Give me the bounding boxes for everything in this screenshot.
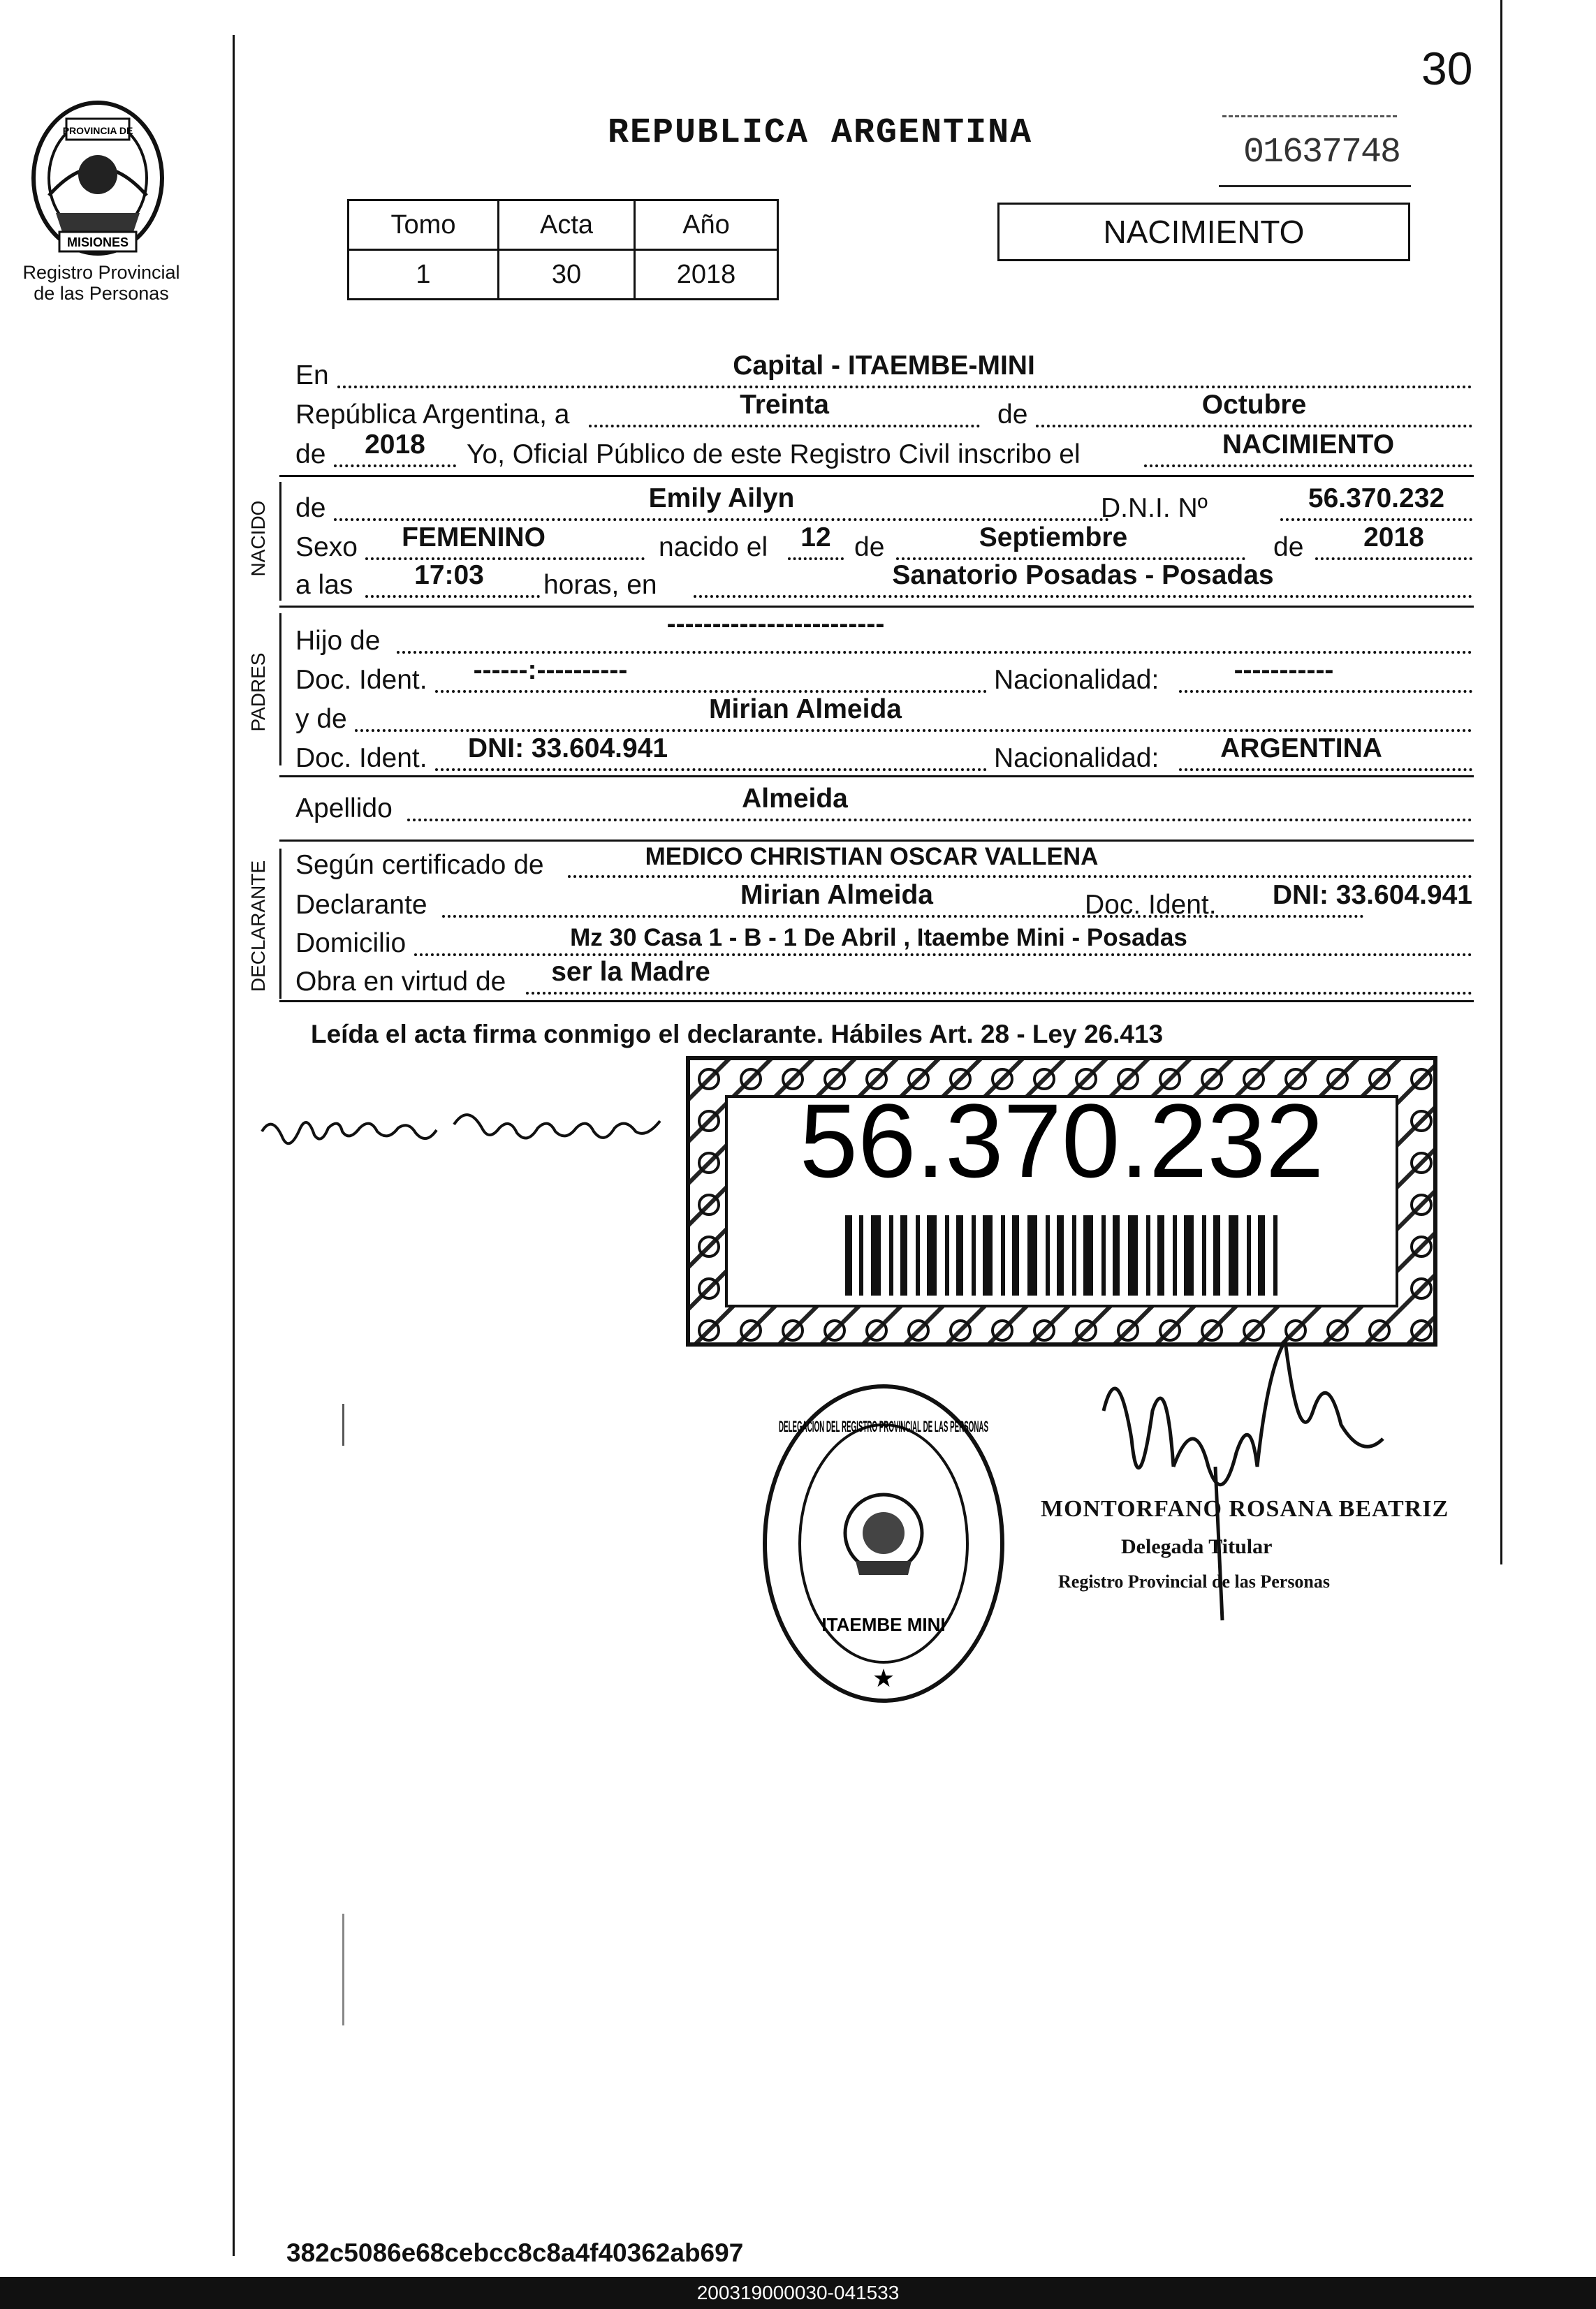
mother-name-value: Mirian Almeida xyxy=(709,694,902,724)
mother-nac-label: Nacionalidad: xyxy=(994,743,1159,773)
row-apellido xyxy=(295,784,1472,828)
row-year xyxy=(295,430,1472,474)
place-value: Capital - ITAEMBE-MINI xyxy=(733,351,1035,381)
right-margin-line xyxy=(1500,0,1502,1564)
domicilio-value: Mz 30 Casa 1 - B - 1 De Abril , Itaembe Mini - Posadas xyxy=(570,924,1187,951)
declarante-doc-value: DNI: 33.604.941 xyxy=(1272,880,1472,910)
father-doc-label: Doc. Ident. xyxy=(295,665,427,695)
org-name xyxy=(0,262,203,304)
left-tick-marks xyxy=(342,1404,344,1446)
birth-year-value: 2018 xyxy=(1363,522,1424,552)
row-domicilio xyxy=(295,925,1472,963)
declarante-value: Mirian Almeida xyxy=(740,880,933,910)
dni-label: D.N.I. Nº xyxy=(1101,493,1208,523)
nacido-de-label: de xyxy=(295,493,326,523)
left-margin-line xyxy=(233,35,235,2256)
closing-text: Leída el acta firma conmigo el declarante. Hábiles Art. 28 - Ley 26.413 xyxy=(311,1020,1164,1048)
child-dni-value: 56.370.232 xyxy=(1308,483,1445,513)
declarante-label: Declarante xyxy=(295,890,427,920)
mother-doc-value: DNI: 33.604.941 xyxy=(467,733,668,763)
birth-place-value: Sanatorio Posadas - Posadas xyxy=(892,560,1274,590)
padres-section-label: PADRES xyxy=(247,652,269,732)
obra-value: ser la Madre xyxy=(551,957,710,987)
book-header-acta: Acta xyxy=(499,200,635,250)
child-name-value: Emily Ailyn xyxy=(648,483,795,513)
page-title: REPUBLICA ARGENTINA xyxy=(608,113,1033,153)
book-header-anio: Año xyxy=(635,200,778,250)
document-hash: 382c5086e68cebcc8c8a4f40362ab697 xyxy=(286,2238,744,2267)
father-nac-label: Nacionalidad: xyxy=(994,665,1159,695)
hijo-de-label: Hijo de xyxy=(295,626,381,656)
de2-label: de xyxy=(295,439,326,469)
official-role: Delegada Titular xyxy=(1121,1535,1273,1558)
mother-doc-label: Doc. Ident. xyxy=(295,743,427,773)
page-number: 30 xyxy=(1421,43,1473,94)
row-declarante xyxy=(295,880,1472,925)
de-label: de xyxy=(997,400,1028,430)
row-republica xyxy=(295,390,1472,434)
left-tick-marks-2 xyxy=(342,1914,344,2025)
obra-label: Obra en virtud de xyxy=(295,967,506,997)
book-value-anio: 2018 xyxy=(635,250,778,300)
certificado-value: MEDICO CHRISTIAN OSCAR VALLENA xyxy=(645,843,1099,870)
footer-bar xyxy=(0,2277,1596,2309)
birth-time-value: 17:03 xyxy=(414,560,484,590)
seal-bottom-text: MISIONES xyxy=(66,235,129,249)
event-value: NACIMIENTO xyxy=(1222,430,1395,460)
provincial-seal xyxy=(28,98,168,258)
seal-ring-text: DELEGACION DEL REGISTRO PROVINCIAL DE LAS PERSONAS xyxy=(779,1418,988,1435)
delegation-seal xyxy=(758,1379,1009,1708)
father-doc-value: ------:---------- xyxy=(473,655,628,685)
apellido-label: Apellido xyxy=(295,793,393,823)
row-nacido-hora xyxy=(295,560,1472,605)
nacido-section-label: NACIDO xyxy=(247,500,269,577)
record-type-box xyxy=(997,203,1410,261)
father-nac-value: ----------- xyxy=(1233,655,1334,685)
father-value: ------------------------ xyxy=(666,609,885,639)
a-las-label: a las xyxy=(295,570,353,600)
seal-inner-text: ITAEMBE MINI xyxy=(821,1614,946,1635)
book-header-tomo: Tomo xyxy=(349,200,499,250)
official-name: MONTORFANO ROSANA BEATRIZ xyxy=(1041,1496,1449,1522)
apellido-value: Almeida xyxy=(742,784,848,814)
republica-label: República Argentina, a xyxy=(295,400,570,430)
footer-code: 200319000030-041533 xyxy=(696,2282,900,2303)
star-icon: ★ xyxy=(872,1664,895,1692)
book-table-value-row xyxy=(349,250,778,300)
declarante-doc-label: Doc. Ident. xyxy=(1085,890,1217,920)
day-words-value: Treinta xyxy=(740,390,829,420)
seal-top-text: PROVINCIA DE xyxy=(62,125,133,136)
dni-stamp xyxy=(688,1058,1435,1344)
yo-label: Yo, Oficial Público de este Registro Civil inscribo el xyxy=(467,439,1081,469)
row-segun xyxy=(295,843,1472,885)
row-mother-doc xyxy=(295,733,1472,778)
nacido-de2-label: de xyxy=(854,532,885,562)
mother-nac-value: ARGENTINA xyxy=(1220,733,1382,763)
nacido-de3-label: de xyxy=(1273,532,1304,562)
domicilio-label: Domicilio xyxy=(295,928,407,958)
row-obra xyxy=(295,957,1472,1002)
en-label: En xyxy=(295,360,329,390)
month-value: Octubre xyxy=(1201,390,1307,420)
book-value-acta: 30 xyxy=(499,250,635,300)
declarant-signature xyxy=(258,1090,678,1166)
horas-label: horas, en xyxy=(543,570,657,600)
birth-day-value: 12 xyxy=(800,522,831,552)
official-org: Registro Provincial de las Personas xyxy=(1058,1571,1331,1592)
record-type: NACIMIENTO xyxy=(1103,214,1305,250)
segun-label: Según certificado de xyxy=(295,850,544,880)
birth-month-value: Septiembre xyxy=(979,522,1128,552)
year-value: 2018 xyxy=(365,430,425,460)
book-table-header-row xyxy=(349,200,778,250)
serial-number: 01637748 xyxy=(1243,133,1400,173)
stamp-number: 56.370.232 xyxy=(799,1082,1324,1199)
org-name-line2: de las Personas xyxy=(34,283,169,304)
org-name-line1: Registro Provincial xyxy=(22,262,180,283)
sexo-label: Sexo xyxy=(295,532,358,562)
serial-number-box xyxy=(1219,115,1407,191)
sexo-value: FEMENINO xyxy=(402,522,546,552)
nacido-el-label: nacido el xyxy=(659,532,768,562)
y-de-label: y de xyxy=(295,704,347,734)
book-value-tomo: 1 xyxy=(349,250,499,300)
declarante-section-label: DECLARANTE xyxy=(247,860,269,992)
book-table xyxy=(347,199,779,300)
